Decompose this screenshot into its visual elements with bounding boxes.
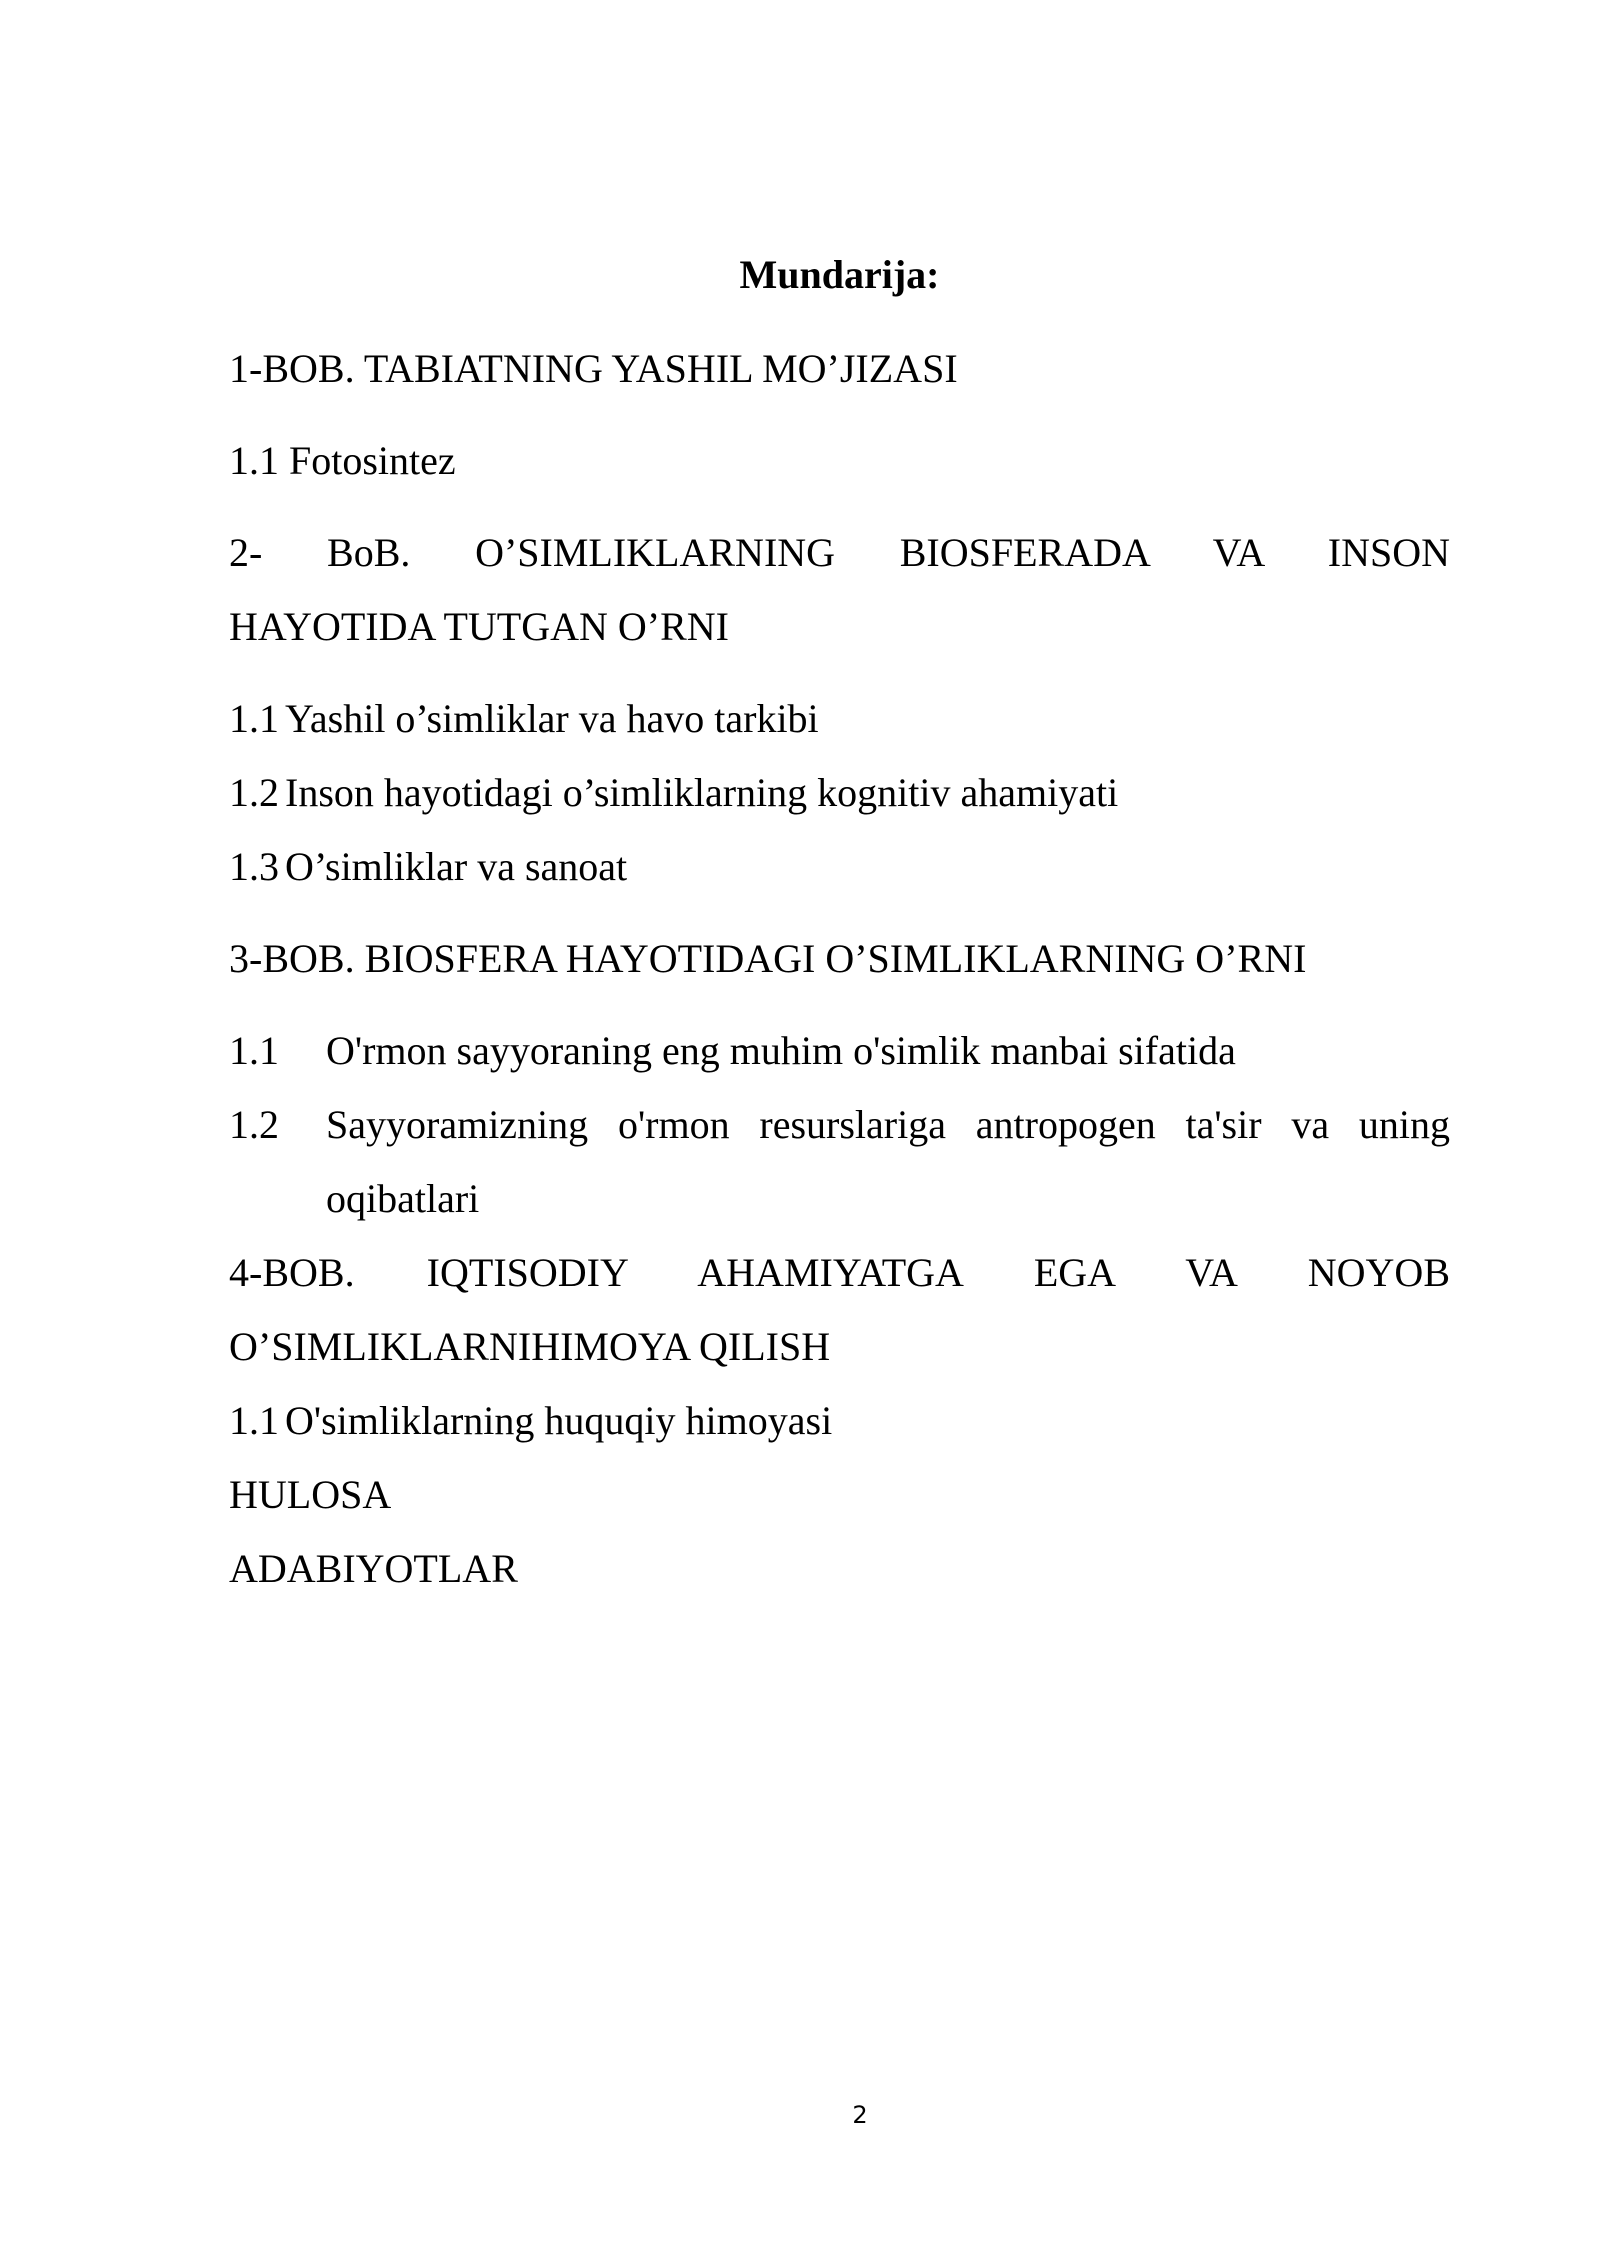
section-title: O’simliklar va sanoat [285, 844, 628, 889]
conclusion-heading: HULOSA [229, 1472, 392, 1517]
section-number: 1.1 [229, 1028, 279, 1073]
section-number: 1.2 [229, 1102, 279, 1147]
section-number: 1.3 [229, 844, 279, 889]
chapter-1-heading: 1-BOB. TABIATNING YASHIL MO’JIZASI [229, 346, 958, 391]
chapter-2-section-2 [229, 756, 1450, 830]
chapter-1-section-1: 1.1 Fotosintez [229, 438, 456, 483]
section-number: 1.2 [229, 770, 279, 815]
table-of-contents [229, 238, 1450, 1606]
page-number: 2 [852, 2101, 868, 2129]
chapter-3-section-2 [229, 1088, 1450, 1236]
chapter-4-heading [229, 1236, 1450, 1384]
section-title: Yashil o’simliklar va havo tarkibi [285, 696, 819, 741]
chapter-4-section-1 [229, 1384, 1450, 1458]
chapter-3-heading: 3-BOB. BIOSFERA HAYOTIDAGI O’SIMLIKLARNING O’RNI [229, 936, 1307, 981]
section-title: O'rmon sayyoraning eng muhim o'simlik manbai sifatida [326, 1028, 1236, 1073]
chapter-2-heading-line-2: HAYOTIDA TUTGAN O’RNI [229, 604, 729, 649]
section-title-line-2: oqibatlari [326, 1176, 480, 1221]
chapter-2-section-1 [229, 682, 1450, 756]
chapter-2-heading [229, 516, 1450, 664]
chapter-2-heading-line-1: 2- BoB. O’SIMLIKLARNING BIOSFERADA VA INSON [229, 530, 1450, 575]
chapter-2-section-3 [229, 830, 1450, 904]
chapter-4-heading-line-1: 4-BOB. IQTISODIY AHAMIYATGA EGA VA NOYOB [229, 1250, 1450, 1295]
section-number: 1.1 [229, 696, 279, 741]
toc-title: Mundarija: [739, 252, 940, 297]
section-title: Inson hayotidagi o’simliklarning kognitiv ahamiyati [285, 770, 1119, 815]
section-title: O'simliklarning huquqiy himoyasi [285, 1398, 833, 1443]
section-number: 1.1 [229, 1398, 279, 1443]
section-title-line-1: Sayyoramizning o'rmon resurslariga antropogen ta'sir va uning [326, 1102, 1450, 1147]
references-heading: ADABIYOTLAR [229, 1546, 518, 1591]
chapter-3-section-1 [229, 1014, 1450, 1088]
chapter-4-heading-line-2: O’SIMLIKLARNIHIMOYA QILISH [229, 1324, 831, 1369]
section-title [326, 1088, 1450, 1236]
